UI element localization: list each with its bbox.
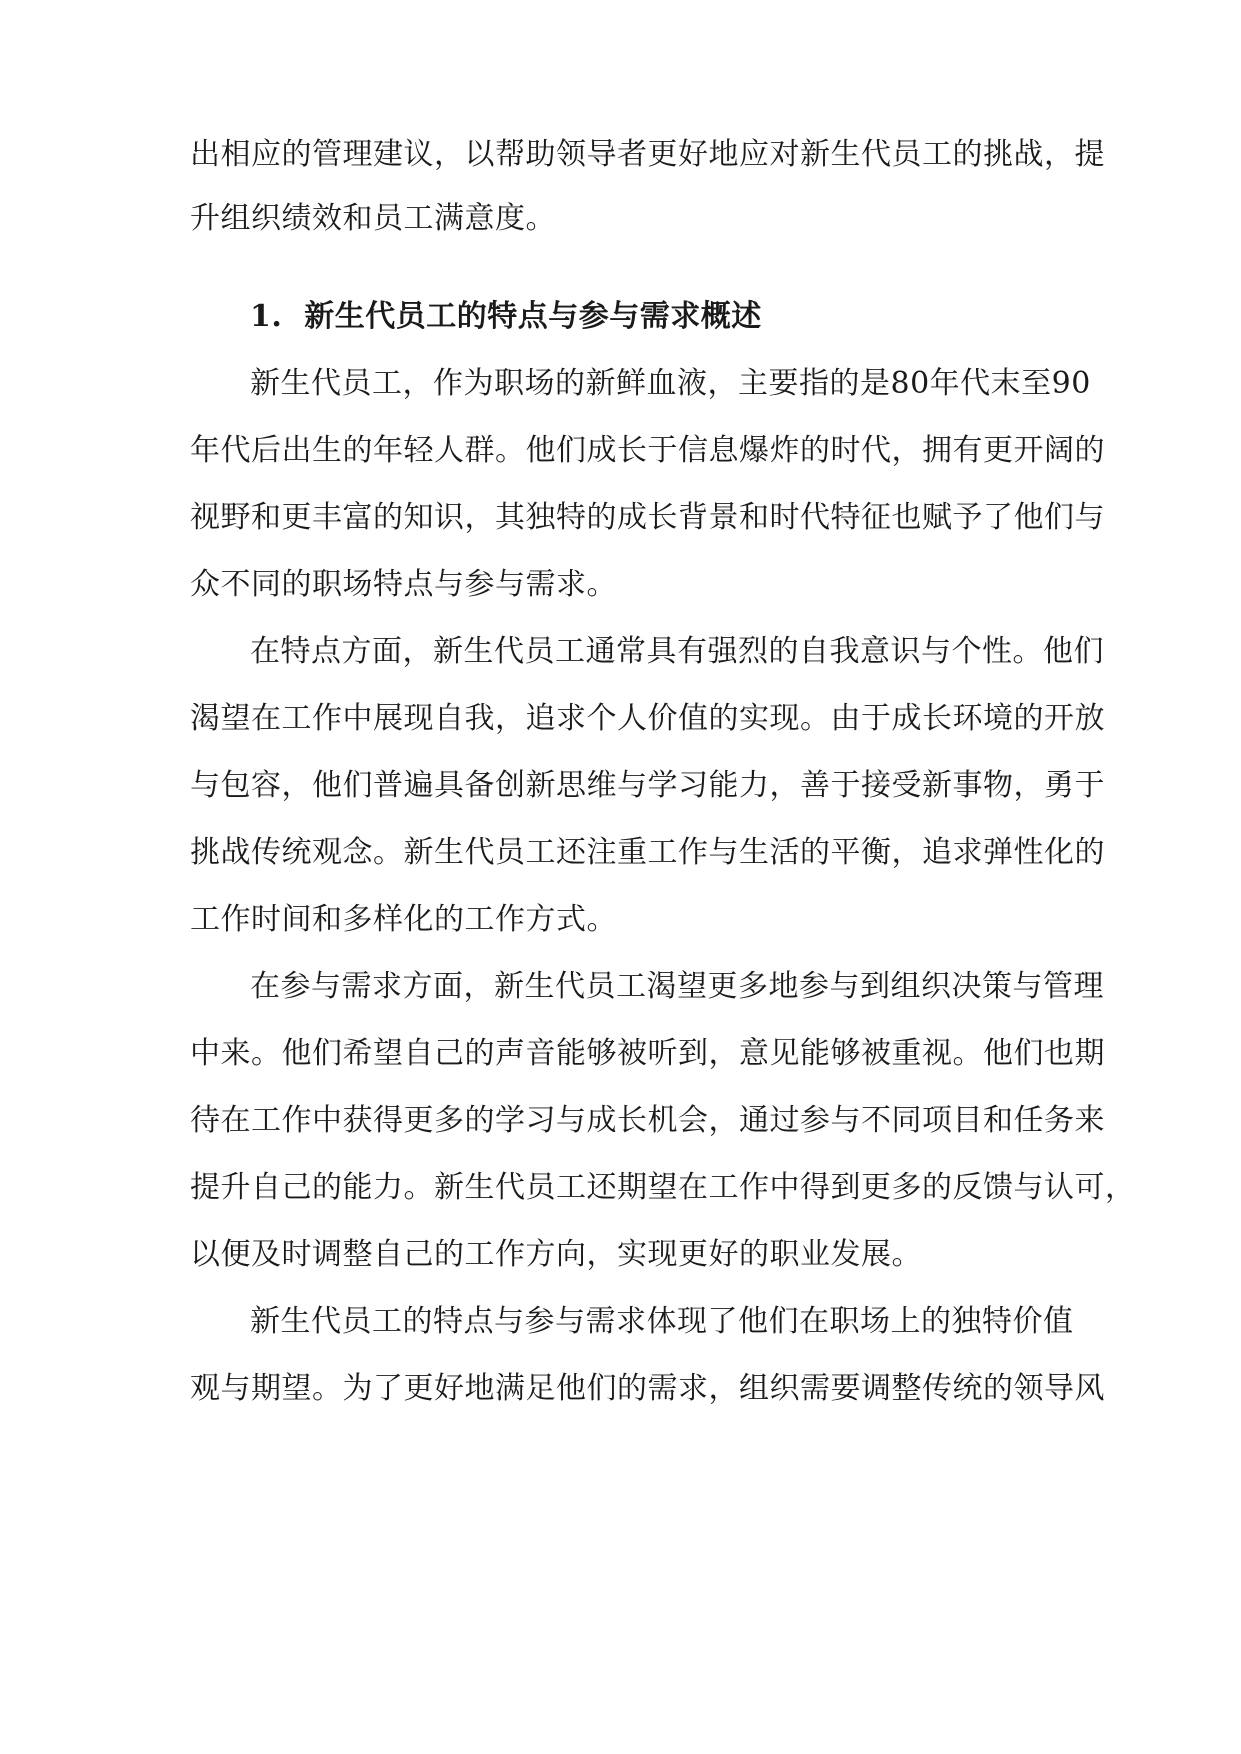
text-line: 年代后出生的年轻人群。他们成长于信息爆炸的时代，拥有更开阔的 bbox=[190, 433, 1105, 468]
text-line: 升组织绩效和员工满意度。 bbox=[190, 201, 556, 236]
text-line: 在参与需求方面，新生代员工渴望更多地参与到组织决策与管理 bbox=[250, 969, 1104, 1004]
text-line: 以便及时调整自己的工作方向，实现更好的职业发展。 bbox=[190, 1237, 922, 1272]
text-line: 中来。他们希望自己的声音能够被听到，意见能够被重视。他们也期 bbox=[190, 1036, 1105, 1071]
text-line: 渴望在工作中展现自我，追求个人价值的实现。由于成长环境的开放 bbox=[190, 701, 1105, 736]
text-line: 提升自己的能力。新生代员工还期望在工作中得到更多的反馈与认可， bbox=[190, 1170, 1136, 1205]
text-line: 在特点方面，新生代员工通常具有强烈的自我意识与个性。他们 bbox=[250, 634, 1104, 669]
text-line: 待在工作中获得更多的学习与成长机会，通过参与不同项目和任务来 bbox=[190, 1103, 1105, 1138]
text-line: 挑战传统观念。新生代员工还注重工作与生活的平衡，追求弹性化的 bbox=[190, 835, 1105, 870]
text-line: 众不同的职场特点与参与需求。 bbox=[190, 567, 617, 602]
text-line: 新生代员工，作为职场的新鲜血液，主要指的是80年代末至90 bbox=[250, 366, 1091, 401]
text-line: 视野和更丰富的知识，其独特的成长背景和时代特征也赋予了他们与 bbox=[190, 500, 1105, 535]
text-line: 出相应的管理建议，以帮助领导者更好地应对新生代员工的挑战，提 bbox=[190, 137, 1105, 172]
text-line: 工作时间和多样化的工作方式。 bbox=[190, 902, 617, 937]
text-line: 与包容，他们普遍具备创新思维与学习能力，善于接受新事物，勇于 bbox=[190, 768, 1105, 803]
text-line: 观与期望。为了更好地满足他们的需求，组织需要调整传统的领导风 bbox=[190, 1371, 1105, 1406]
section-title: 1. 新生代员工的特点与参与需求概述 bbox=[250, 299, 762, 334]
text-line: 新生代员工的特点与参与需求体现了他们在职场上的独特价值 bbox=[250, 1304, 1074, 1339]
